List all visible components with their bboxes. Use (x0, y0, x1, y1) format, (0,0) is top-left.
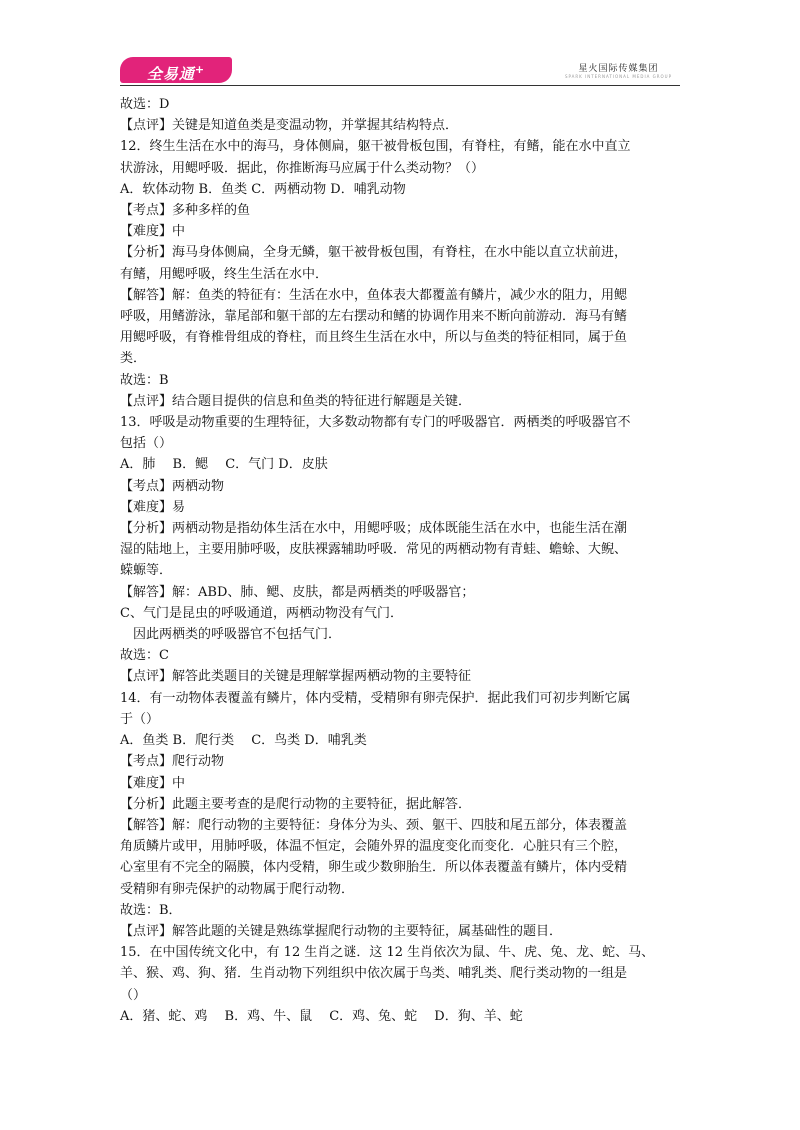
text-line: 【难度】易 (120, 499, 186, 515)
text-line: 【解答】解：ABD、肺、鳃、皮肤，都是两栖类的呼吸器官； (120, 584, 475, 600)
text-line: 受精卵有卵壳保护的动物属于爬行动物． (120, 881, 355, 897)
header-rule (120, 85, 680, 86)
text-line: 湿的陆地上，主要用肺呼吸，皮肤裸露辅助呼吸．常见的两栖动物有青蛙、蟾蜍、大鲵、 (120, 542, 628, 558)
text-line: 12．终生生活在水中的海马，身体侧扁，躯干被骨板包围，有脊柱，有鳍，能在水中直立 (120, 139, 631, 155)
text-line: 【难度】中 (120, 224, 186, 240)
text-line: 状游泳，用鳃呼吸．据此，你推断海马应属于什么类动物？（） (120, 160, 485, 176)
text-line: 蝾螈等． (120, 563, 173, 579)
quanyitong-logo (120, 57, 232, 83)
text-line: 故选：B． (120, 902, 182, 918)
text-line: （） (120, 987, 147, 1003)
text-line: 【点评】解答此类题目的关键是理解掌握两栖动物的主要特征 (120, 669, 472, 685)
text-line: A．软体动物 B．鱼类 C．两栖动物 D．哺乳动物 (120, 181, 406, 197)
text-line: 【考点】两栖动物 (120, 478, 225, 494)
text-line: 15．在中国传统文化中，有 12 生肖之谜．这 12 生肖依次为鼠、牛、虎、兔、龙、蛇、马、 (120, 945, 655, 961)
text-line: C、气门是昆虫的呼吸通道，两栖动物没有气门． (120, 605, 403, 621)
page-header (120, 55, 680, 87)
text-line: 故选：B (120, 372, 169, 388)
text-line: 故选：C (120, 648, 169, 664)
text-line: 因此两栖类的呼吸器官不包括气门． (133, 627, 342, 643)
text-line: 14．有一动物体表覆盖有鳞片，体内受精，受精卵有卵壳保护．据此我们可初步判断它属 (120, 690, 631, 706)
logo-plus: + (194, 63, 206, 76)
text-line: 【分析】两栖动物是指幼体生活在水中，用鳃呼吸；成体既能生活在水中，也能生活在潮 (120, 521, 628, 537)
text-line: 包括（） (120, 436, 173, 452)
text-line: A．猪、蛇、鸡 B．鸡、牛、鼠 C．鸡、兔、蛇 D．狗、羊、蛇 (120, 1008, 523, 1024)
text-line: 【解答】解：鱼类的特征有：生活在水中，鱼体表大都覆盖有鳞片，减少水的阻力，用鳃 (120, 287, 628, 303)
text-line: 【点评】解答此题的关键是熟练掌握爬行动物的主要特征，属基础性的题目． (120, 923, 563, 939)
text-line: A．肺 B．鳃 C．气门 D．皮肤 (120, 457, 328, 473)
text-line: 用鳃呼吸，有脊椎骨组成的脊柱，而且终生生活在水中，所以与鱼类的特征相同，属于鱼 (120, 330, 628, 346)
document-body (120, 94, 684, 1027)
logo-text: 全易通 (146, 65, 195, 83)
brand-name: 星火国际传媒集团 (578, 64, 659, 74)
text-line: 呼吸，用鳍游泳，靠尾部和躯干部的左右摆动和鳍的协调作用来不断向前游动．海马有鳍 (120, 309, 628, 325)
text-line: A．鱼类 B．爬行类 C．鸟类 D．哺乳类 (120, 733, 367, 749)
brand-block (565, 61, 672, 79)
text-line: 13．呼吸是动物重要的生理特征，大多数动物都有专门的呼吸器官．两栖类的呼吸器官不 (120, 415, 631, 431)
text-line: 【分析】此题主要考查的是爬行动物的主要特征，据此解答． (120, 796, 472, 812)
brand-english: SPARK INTERNATIONAL MEDIA GROUP (564, 74, 672, 79)
text-line: 心室里有不完全的隔膜，体内受精，卵生或少数卵胎生．所以体表覆盖有鳞片，体内受精 (120, 860, 628, 876)
text-line: 【点评】结合题目提供的信息和鱼类的特征进行解题是关键． (120, 393, 472, 409)
text-line: 类． (120, 351, 147, 367)
text-line: 【分析】海马身体侧扁，全身无鳞，躯干被骨板包围，有脊柱，在水中能以直立状前进， (120, 245, 628, 261)
text-line: 【考点】多种多样的鱼 (120, 203, 251, 219)
text-line: 角质鳞片或甲，用肺呼吸，体温不恒定，会随外界的温度变化而变化．心脏只有三个腔， (120, 839, 628, 855)
text-line: 【点评】关键是知道鱼类是变温动物，并掌握其结构特点． (120, 118, 459, 134)
text-line: 【考点】爬行动物 (120, 754, 225, 770)
text-line: 羊、猴、鸡、狗、猪．生肖动物下列组织中依次属于鸟类、哺乳类、爬行类动物的一组是 (120, 966, 628, 982)
text-line: 于（） (120, 711, 160, 727)
text-line: 有鳍，用鳃呼吸，终生生活在水中． (120, 266, 329, 282)
text-line: 【解答】解：爬行动物的主要特征：身体分为头、颈、躯干、四肢和尾五部分，体表覆盖 (120, 817, 628, 833)
text-line: 【难度】中 (120, 775, 186, 791)
text-line: 故选：D (120, 97, 170, 112)
